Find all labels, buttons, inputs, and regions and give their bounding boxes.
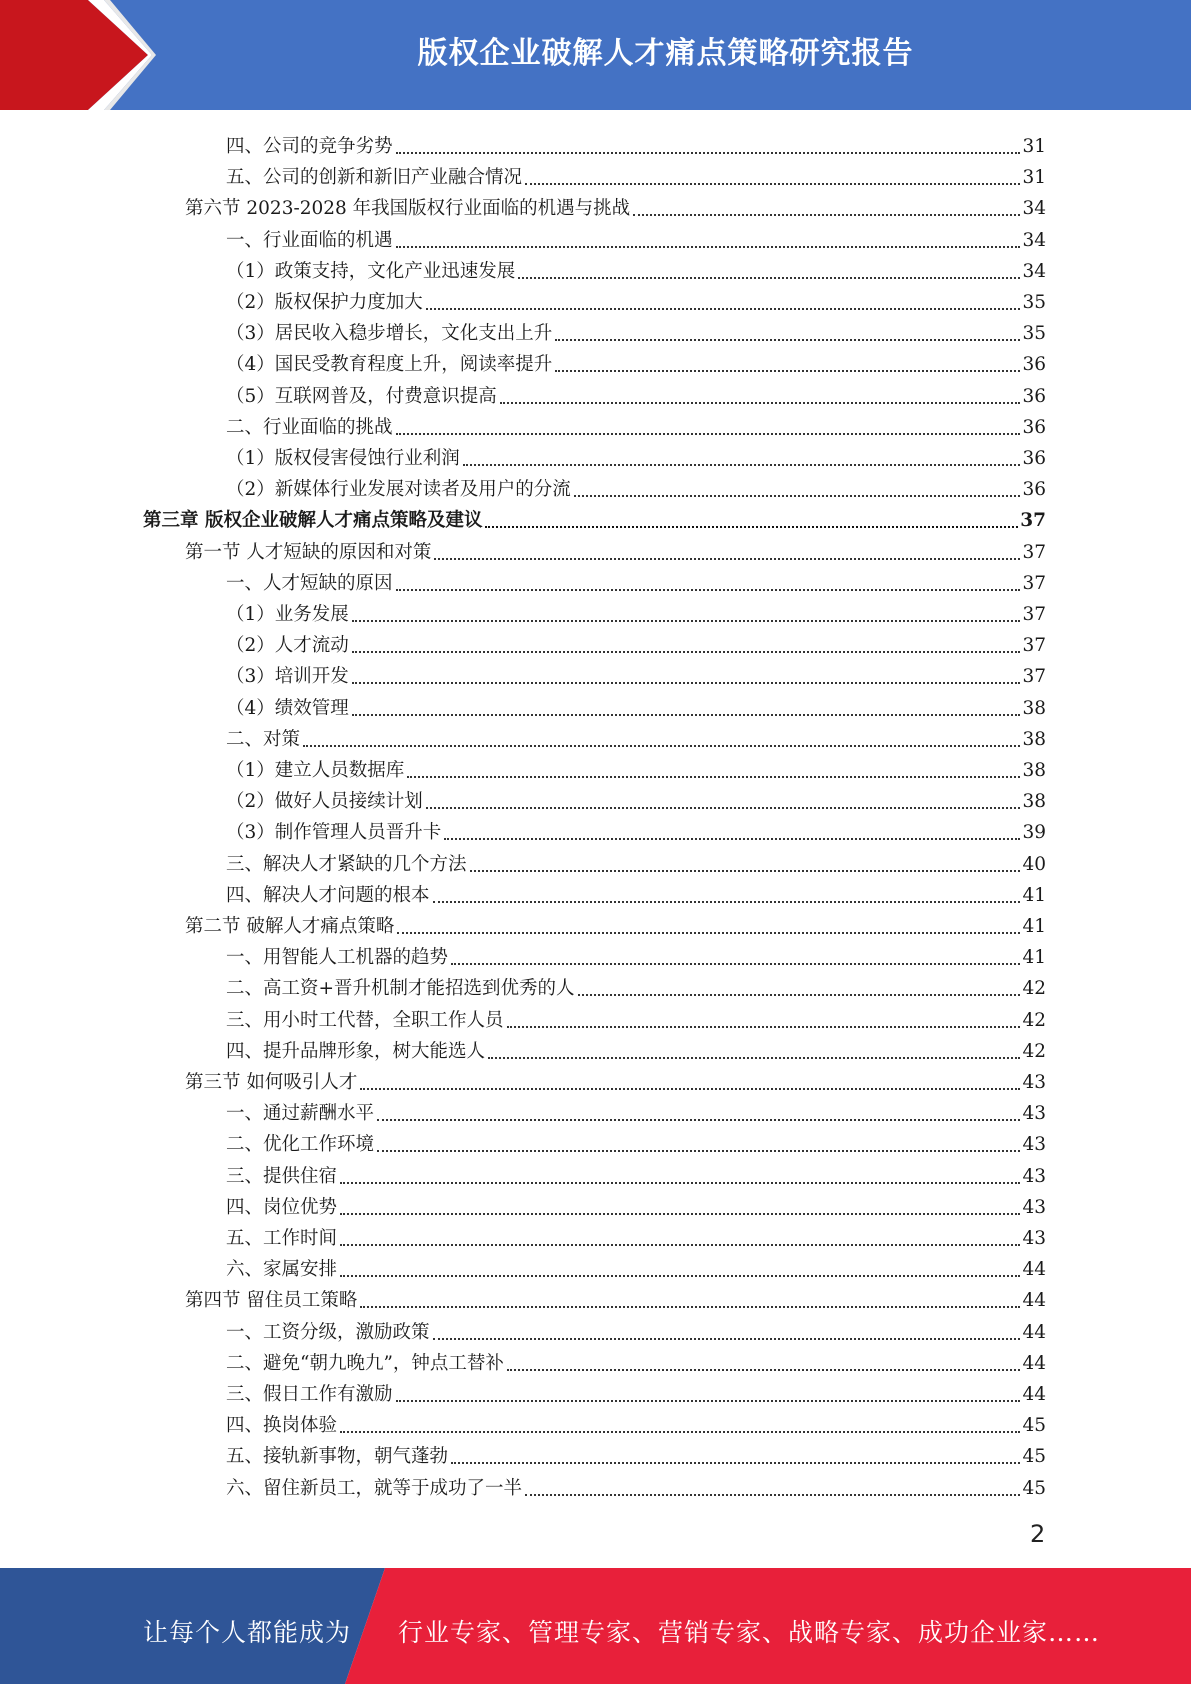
toc-entry-label: （3）制作管理人员晋升卡 [226,822,442,844]
toc-dot-leader [555,370,1020,372]
toc-dot-leader [352,714,1021,716]
toc-entry-label: 一、行业面临的机遇 [226,229,393,251]
toc-entry-page: 34 [1022,229,1046,251]
toc-entry[interactable] [226,1219,1046,1250]
page-number: 2 [1030,1520,1046,1548]
toc-dot-leader [578,994,1021,996]
toc-entry[interactable] [226,408,1046,439]
toc-entry[interactable] [226,1344,1046,1375]
toc-entry[interactable] [226,1125,1046,1156]
toc-entry-page: 37 [1020,510,1046,532]
toc-dot-leader [488,1057,1020,1059]
toc-entry[interactable] [185,533,1046,564]
toc-dot-leader [451,963,1020,965]
toc-dot-leader [407,776,1020,778]
toc-entry-label: 二、优化工作环境 [226,1134,375,1156]
toc-entry[interactable] [226,314,1046,345]
toc-dot-leader [555,339,1020,341]
toc-entry[interactable] [226,782,1046,813]
toc-dot-leader [397,932,1020,934]
toc-entry-label: 第一节 人才短缺的原因和对策 [185,541,432,563]
toc-entry-label: （5）互联网普及，付费意识提高 [226,385,497,407]
toc-entry[interactable] [226,969,1046,1000]
toc-entry[interactable] [226,345,1046,376]
toc-entry-label: 三、假日工作有激励 [226,1384,393,1405]
toc-entry[interactable] [143,501,1046,532]
toc-entry-label: 一、工资分级，激励政策 [226,1321,430,1343]
toc-dot-leader [433,1338,1021,1340]
toc-entry-label: 三、提供住宿 [226,1165,338,1187]
toc-dot-leader [633,214,1020,216]
toc-entry-page: 43 [1022,1228,1046,1249]
toc-entry-page: 44 [1022,1290,1046,1312]
toc-entry-label: 三、用小时工代替，全职工作人员 [226,1009,504,1031]
toc-dot-leader [525,1494,1020,1496]
toc-entry[interactable] [226,689,1046,720]
toc-dot-leader [518,277,1020,279]
page-header [0,0,1191,110]
toc-entry[interactable] [226,1437,1046,1468]
toc-entry[interactable] [226,127,1046,158]
toc-entry[interactable] [226,813,1046,844]
toc-entry[interactable] [226,1032,1046,1063]
toc-entry-page: 31 [1022,167,1046,189]
toc-entry-label: 五、公司的创新和新旧产业融合情况 [226,167,523,189]
toc-dot-leader [434,558,1020,560]
toc-dot-leader [340,1431,1020,1433]
toc-entry[interactable] [226,1094,1046,1125]
toc-entry[interactable] [226,1157,1046,1188]
toc-entry-label: （1）业务发展 [226,604,349,625]
toc-entry-label: （1）政策支持，文化产业迅速发展 [226,260,516,282]
toc-entry[interactable] [185,1281,1046,1312]
toc-entry-page: 42 [1022,978,1046,1000]
toc-entry-page: 43 [1022,1165,1046,1187]
toc-dot-leader [303,745,1020,747]
toc-entry-page: 43 [1022,1134,1046,1156]
toc-entry-page: 36 [1022,385,1046,407]
toc-dot-leader [360,1088,1020,1090]
toc-entry-label: 第三节 如何吸引人才 [185,1072,358,1093]
toc-entry-page: 43 [1022,1103,1046,1125]
toc-entry-page: 37 [1022,666,1046,688]
footer-slogan-right: 行业专家、管理专家、营销专家、战略专家、成功企业家…… [398,1618,1101,1647]
toc-entry[interactable] [185,907,1046,938]
toc-entry-label: （2）人才流动 [226,635,349,657]
toc-entry[interactable] [226,1250,1046,1281]
toc-entry-label: 四、公司的竞争劣势 [226,136,393,157]
toc-dot-leader [485,526,1018,528]
toc-entry[interactable] [226,470,1046,501]
toc-entry[interactable] [226,1313,1046,1344]
toc-entry-label: 二、避免“朝九晚九”，钟点工替补 [226,1352,504,1374]
toc-entry-label: 二、对策 [226,728,301,750]
toc-entry-page: 42 [1022,1009,1046,1031]
toc-dot-leader [340,1275,1020,1277]
toc-entry-page: 41 [1022,947,1046,969]
toc-entry[interactable] [226,1469,1046,1500]
toc-entry-page: 44 [1022,1259,1046,1281]
toc-dot-leader [396,589,1021,591]
toc-entry-label: 四、换岗体验 [226,1415,338,1437]
toc-entry-page: 36 [1022,479,1046,501]
toc-entry-page: 40 [1022,853,1046,875]
toc-entry[interactable] [185,1063,1046,1094]
toc-entry-page: 41 [1022,916,1046,937]
toc-dot-leader [470,870,1021,872]
toc-dot-leader [525,183,1020,185]
toc-entry-page: 45 [1022,1446,1046,1468]
toc-entry[interactable] [226,158,1046,189]
toc-entry-label: 四、解决人才问题的根本 [226,884,430,906]
toc-entry[interactable] [226,626,1046,657]
toc-dot-leader [426,807,1021,809]
footer-slogan-left: 让每个人都能成为 [143,1618,352,1647]
toc-dot-leader [396,246,1021,248]
toc-entry-label: 三、解决人才紧缺的几个方法 [226,853,467,875]
toc-entry-label: 一、通过薪酬水平 [226,1103,375,1125]
toc-entry[interactable] [226,845,1046,876]
toc-entry-label: （4）绩效管理 [226,697,349,719]
toc-dot-leader [433,901,1021,903]
toc-entry[interactable] [226,252,1046,283]
toc-entry-label: （2）新媒体行业发展对读者及用户的分流 [226,479,571,501]
toc-dot-leader [507,1369,1021,1371]
toc-entry[interactable] [226,439,1046,470]
toc-dot-leader [352,651,1021,653]
toc-dot-leader [500,402,1021,404]
toc-entry[interactable] [226,595,1046,626]
toc-entry[interactable] [226,751,1046,782]
toc-dot-leader [377,1119,1020,1121]
toc-dot-leader [340,1213,1020,1215]
toc-entry-label: 六、留住新员工，就等于成功了一半 [226,1477,523,1499]
toc-entry[interactable] [185,189,1046,220]
toc-entry-label: （2）做好人员接续计划 [226,791,423,813]
toc-entry-label: 第二节 破解人才痛点策略 [185,916,395,937]
toc-dot-leader [340,1244,1020,1246]
toc-entry[interactable] [226,283,1046,314]
toc-entry-page: 36 [1022,354,1046,376]
toc-entry[interactable] [226,221,1046,252]
toc-dot-leader [396,152,1021,154]
toc-dot-leader [377,1150,1020,1152]
toc-entry-label: 四、提升品牌形象，树大能选人 [226,1040,486,1062]
toc-dot-leader [396,433,1021,435]
toc-entry[interactable] [226,377,1046,408]
toc-entry-page: 37 [1022,541,1046,563]
toc-dot-leader [360,1306,1020,1308]
toc-entry-page: 41 [1022,884,1046,906]
toc-entry-label: 四、岗位优势 [226,1196,338,1218]
toc-entry-page: 38 [1022,791,1046,813]
toc-entry[interactable] [226,720,1046,751]
toc-entry-page: 43 [1022,1196,1046,1218]
toc-entry-label: （2）版权保护力度加大 [226,292,423,313]
toc-entry-page: 44 [1022,1384,1046,1405]
toc-entry-label: 二、高工资+晋升机制才能招选到优秀的人 [226,978,575,1000]
toc-entry-page: 38 [1022,697,1046,719]
toc-entry-page: 38 [1022,728,1046,750]
report-title: 版权企业破解人才痛点策略研究报告 [417,36,914,71]
toc-entry[interactable] [226,1375,1046,1406]
toc-entry-label: 一、用智能人工机器的趋势 [226,947,449,969]
toc-entry-label: 二、行业面临的挑战 [226,416,393,438]
toc-entry[interactable] [226,1406,1046,1437]
toc-entry-page: 34 [1022,198,1046,220]
page-footer [0,1568,1191,1684]
toc-entry-label: 一、人才短缺的原因 [226,572,393,594]
toc-entry-page: 37 [1022,604,1046,625]
toc-entry-label: 第四节 留住员工策略 [185,1290,358,1312]
toc-entry-label: （3）培训开发 [226,666,349,688]
toc-entry[interactable] [226,657,1046,688]
toc-entry[interactable] [226,1188,1046,1219]
toc-entry-page: 31 [1022,136,1046,157]
toc-entry-label: （4）国民受教育程度上升，阅读率提升 [226,354,553,376]
toc-dot-leader [396,1400,1021,1402]
toc-entry[interactable] [226,564,1046,595]
toc-entry-label: （1）建立人员数据库 [226,760,405,781]
toc-entry-label: （1）版权侵害侵蚀行业利润 [226,448,460,469]
toc-entry-page: 44 [1022,1321,1046,1343]
toc-entry-page: 43 [1022,1072,1046,1093]
toc-entry-label: （3）居民收入稳步增长，文化支出上升 [226,323,553,345]
toc-entry-label: 第三章 版权企业破解人才痛点策略及建议 [143,510,483,532]
toc-dot-leader [340,1182,1020,1184]
toc-entry-label: 五、接轨新事物，朝气蓬勃 [226,1446,449,1468]
toc-dot-leader [574,495,1021,497]
toc-entry-label: 第六节 2023-2028 年我国版权行业面临的机遇与挑战 [185,198,631,220]
toc-entry-page: 45 [1022,1477,1046,1499]
toc-entry-page: 35 [1022,323,1046,345]
toc-entry-page: 39 [1022,822,1046,844]
toc-entry-page: 42 [1022,1040,1046,1062]
toc-entry-page: 44 [1022,1352,1046,1374]
toc-entry-page: 36 [1022,448,1046,469]
toc-dot-leader [444,838,1020,840]
toc-entry[interactable] [226,1001,1046,1032]
toc-dot-leader [451,1462,1020,1464]
toc-dot-leader [352,682,1021,684]
toc-dot-leader [463,464,1021,466]
toc-entry[interactable] [226,938,1046,969]
toc-entry-page: 38 [1022,760,1046,781]
toc-entry-label: 六、家属安排 [226,1259,338,1281]
toc-entry[interactable] [226,876,1046,907]
toc-entry-page: 37 [1022,572,1046,594]
toc-dot-leader [352,620,1021,622]
toc-entry-page: 35 [1022,292,1046,313]
toc-entry-page: 36 [1022,416,1046,438]
toc-dot-leader [426,308,1021,310]
toc-entry-page: 45 [1022,1415,1046,1437]
toc-dot-leader [507,1026,1021,1028]
toc-entry-page: 37 [1022,635,1046,657]
toc-entry-page: 34 [1022,260,1046,282]
toc-entry-label: 五、工作时间 [226,1228,338,1249]
